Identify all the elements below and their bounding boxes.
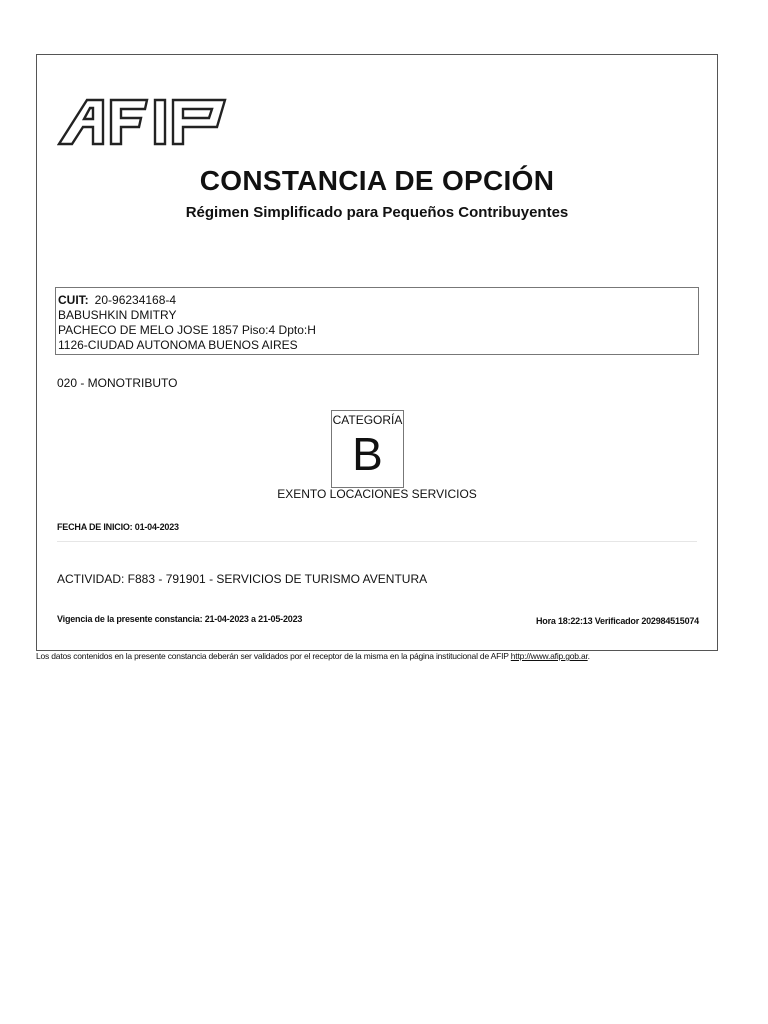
taxpayer-city: 1126-CIUDAD AUTONOMA BUENOS AIRES bbox=[58, 338, 298, 352]
taxpayer-name: BABUSHKIN DMITRY bbox=[58, 308, 177, 322]
time-verifier: Hora 18:22:13 Verificador 202984515074 bbox=[535, 616, 699, 626]
validity-period: Vigencia de la presente constancia: 21-04-2023 a 21-05-2023 bbox=[57, 614, 303, 624]
taxpayer-info bbox=[55, 287, 699, 355]
exemption: EXENTO LOCACIONES SERVICIOS bbox=[277, 487, 477, 501]
category-value: B bbox=[352, 428, 383, 480]
category-label: CATEGORÍA bbox=[332, 413, 403, 427]
document-title: CONSTANCIA DE OPCIÓN bbox=[199, 165, 555, 196]
category-box bbox=[331, 410, 404, 488]
document-subtitle: Régimen Simplificado para Pequeños Contribuyentes bbox=[185, 204, 569, 221]
divider bbox=[57, 541, 697, 542]
activity: ACTIVIDAD: F883 - 791901 - SERVICIOS DE TURISMO AVENTURA bbox=[57, 572, 428, 586]
afip-logo bbox=[57, 97, 229, 147]
footnote bbox=[36, 651, 590, 661]
afip-link[interactable]: http://www.afip.gob.ar bbox=[510, 651, 588, 661]
cuit-line bbox=[58, 293, 698, 308]
document-frame bbox=[36, 54, 718, 651]
footnote-text: Los datos contenidos en la presente constancia deberán ser validados por el receptor de la misma en la página institucional de AFIP bbox=[36, 651, 511, 661]
taxpayer-address: PACHECO DE MELO JOSE 1857 Piso:4 Dpto:H bbox=[58, 323, 316, 337]
footnote-suffix: . bbox=[587, 651, 590, 661]
start-date: FECHA DE INICIO: 01-04-2023 bbox=[57, 522, 179, 532]
cuit-value: 20-96234168-4 bbox=[94, 293, 177, 307]
regime: 020 - MONOTRIBUTO bbox=[57, 376, 178, 390]
cuit-label: CUIT: bbox=[58, 293, 89, 307]
